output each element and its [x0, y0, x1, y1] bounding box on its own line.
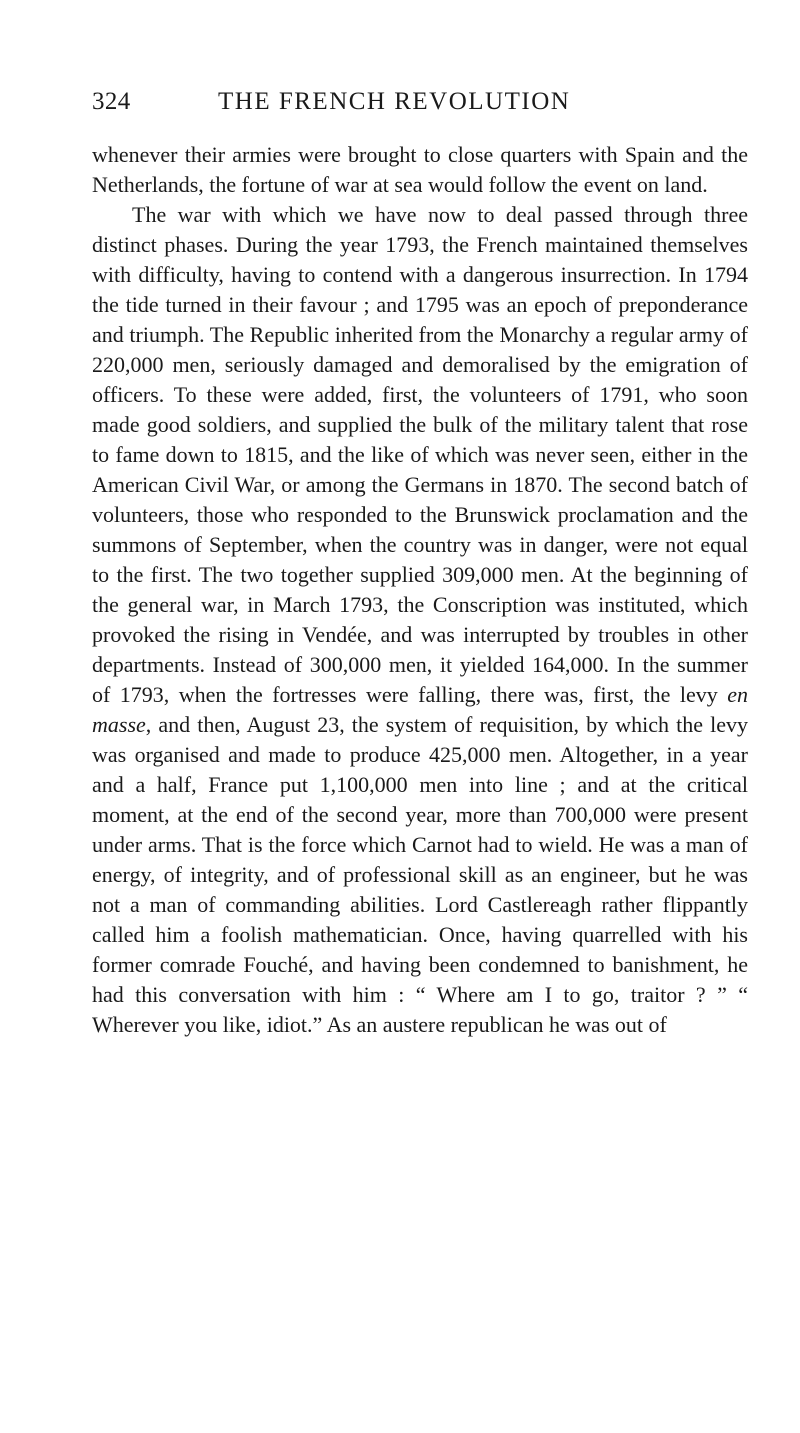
- book-page: [92, 84, 748, 1040]
- paragraph-2-text-a: The war with which we have now to deal passed through three distinct phases. During the year 1793, the French maintained themselves with difficulty, having to contend with a dangerous insurrection. In 1794 the tide turned in their favour ; and 1795 was an epoch of preponderance and triumph. The Republic inherited from the Monarchy a regular army of 220,000 men, seriously damaged and demoralised by the emigration of officers. To these were added, first, the volunteers of 1791, who soon made good soldiers, and supplied the bulk of the military talent that rose to fame down to 1815, and the like of which was never seen, either in the American Civil War, or among the Germans in 1870. The second batch of volunteers, those who responded to the Brunswick proclamation and the summons of September, when the country was in danger, were not equal to the first. The two together supplied 309,000 men. At the beginning of the general war, in March 1793, the Conscription was instituted, which provoked the rising in Vendée, and was interrupted by troubles in other departments. Instead of 300,000 men, it yielded 164,000. In the summer of 1793, when the fortresses were falling, there was, first, the levy: [92, 202, 748, 707]
- italic-phrase: en masse: [92, 682, 748, 737]
- running-title: THE FRENCH REVOLUTION: [218, 88, 571, 115]
- paragraph-2: [92, 200, 748, 1040]
- paragraph-1: whenever their armies were brought to close quarters with Spain and the Netherlands, the fortune of war at sea would follow the event on land.: [92, 142, 748, 197]
- paragraph-2-text-b: , and then, August 23, the system of requisition, by which the levy was organised and made to produce 425,000 men. Altogether, in a year and a half, France put 1,100,000 men into line ; and at the critical moment, at the end of the second year, more than 700,000 were present under arms. That is the force which Carnot had to wield. He was a man of energy, of integrity, and of professional skill as an engineer, but he was not a man of commanding abilities. Lord Castlereagh rather flippantly called him a foolish mathematician. Once, having quarrelled with his former comrade Fouché, and having been condemned to banishment, he had this conversation with him : “ Where am I to go, traitor ? ” “ Wherever you like, idiot.” As an austere republican he was out of: [92, 712, 748, 1037]
- running-head: [92, 84, 748, 120]
- page-number: 324: [92, 88, 131, 115]
- body-text: [92, 140, 748, 1040]
